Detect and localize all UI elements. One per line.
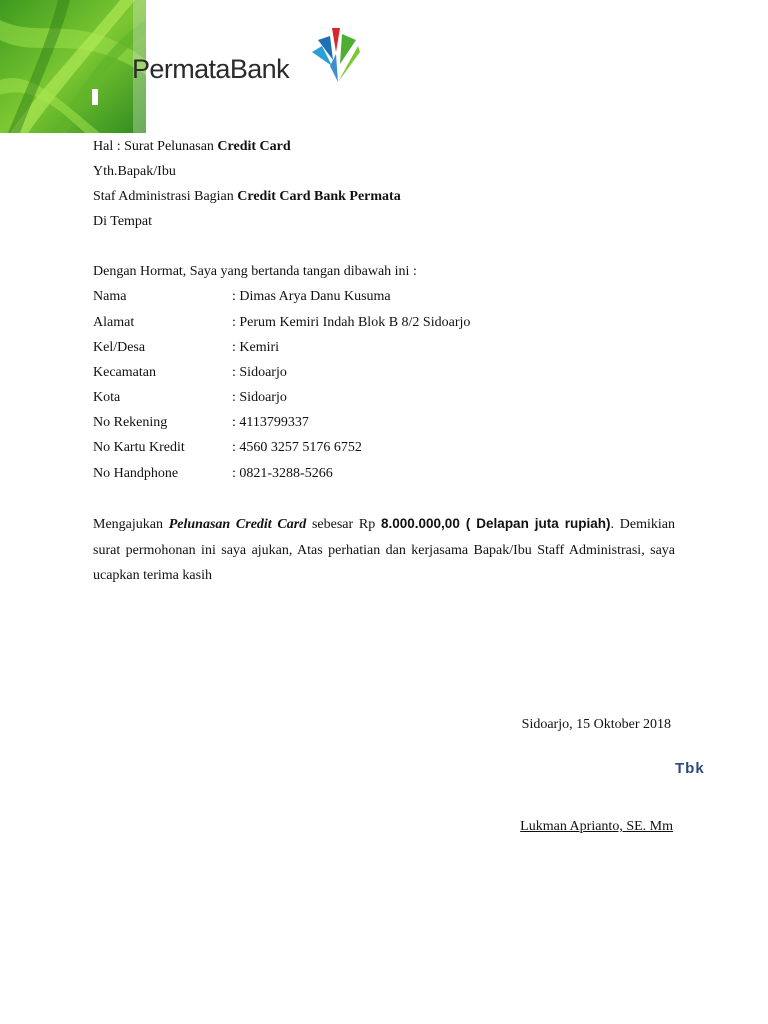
body-emphasis: Pelunasan Credit Card: [168, 517, 307, 532]
field-row: [93, 389, 287, 407]
opening-line: Dengan Hormat, Saya yang bertanda tangan dibawah ini :: [93, 264, 417, 279]
field-value: : 4113799337: [232, 415, 309, 430]
field-value: : Kemiri: [232, 340, 280, 355]
field-label: No Handphone: [93, 466, 179, 481]
field-row: [93, 465, 333, 483]
field-value: : 4560 3257 5176 6752: [232, 440, 362, 455]
field-label: Kecamatan: [93, 365, 156, 380]
field-row: [93, 288, 391, 306]
location-line: Di Tempat: [93, 214, 153, 229]
field-row: [93, 314, 470, 332]
field-row: [93, 414, 309, 432]
field-value: : 0821-3288-5266: [232, 466, 333, 481]
subject-prefix: Hal : Surat Pelunasan: [93, 139, 218, 154]
field-label: No Kartu Kredit: [93, 440, 185, 455]
body-text: sebesar Rp: [306, 517, 381, 532]
field-value: : Dimas Arya Danu Kusuma: [232, 289, 391, 304]
field-label: Alamat: [93, 315, 135, 330]
field-row: [93, 339, 279, 357]
subject-line: [93, 138, 291, 156]
field-label: Kota: [93, 390, 121, 405]
field-row: [93, 439, 362, 457]
field-label: No Rekening: [93, 415, 168, 430]
field-value: : Perum Kemiri Indah Blok B 8/2 Sidoarjo: [232, 315, 471, 330]
brand-name: PermataBank: [132, 54, 289, 84]
body-text: . Demikian surat permohonan ini saya ajukan, Atas perhatian dan kerjasama Bapak/Ibu Staff Administrasi, saya ucapkan terima kasih: [93, 517, 675, 583]
field-value: : Sidoarjo: [232, 365, 287, 380]
field-row: [93, 364, 287, 382]
tbk-mark: Tbk: [675, 760, 705, 777]
recipient-line: [93, 188, 401, 206]
body-amount: 8.000.000,00 ( Delapan juta rupiah): [381, 516, 611, 531]
recipient-prefix: Staf Administrasi Bagian: [93, 189, 238, 204]
green-header-graphic: [0, 0, 146, 133]
subject-bold: Credit Card: [217, 139, 291, 154]
field-label: Nama: [93, 289, 127, 304]
field-label: Kel/Desa: [93, 340, 146, 355]
body-paragraph: [93, 511, 675, 589]
header-accent-mark: [92, 89, 98, 105]
letter-date: Sidoarjo, 15 Oktober 2018: [521, 717, 671, 732]
body-text: Mengajukan: [93, 517, 169, 532]
signatory-name: Lukman Aprianto, SE. Mm: [520, 819, 673, 834]
recipient-bold: Credit Card Bank Permata: [237, 189, 401, 204]
salutation: Yth.Bapak/Ibu: [93, 164, 176, 179]
field-value: : Sidoarjo: [232, 390, 287, 405]
permata-diamond-icon: [310, 26, 362, 84]
permata-bank-logo: [132, 26, 372, 90]
